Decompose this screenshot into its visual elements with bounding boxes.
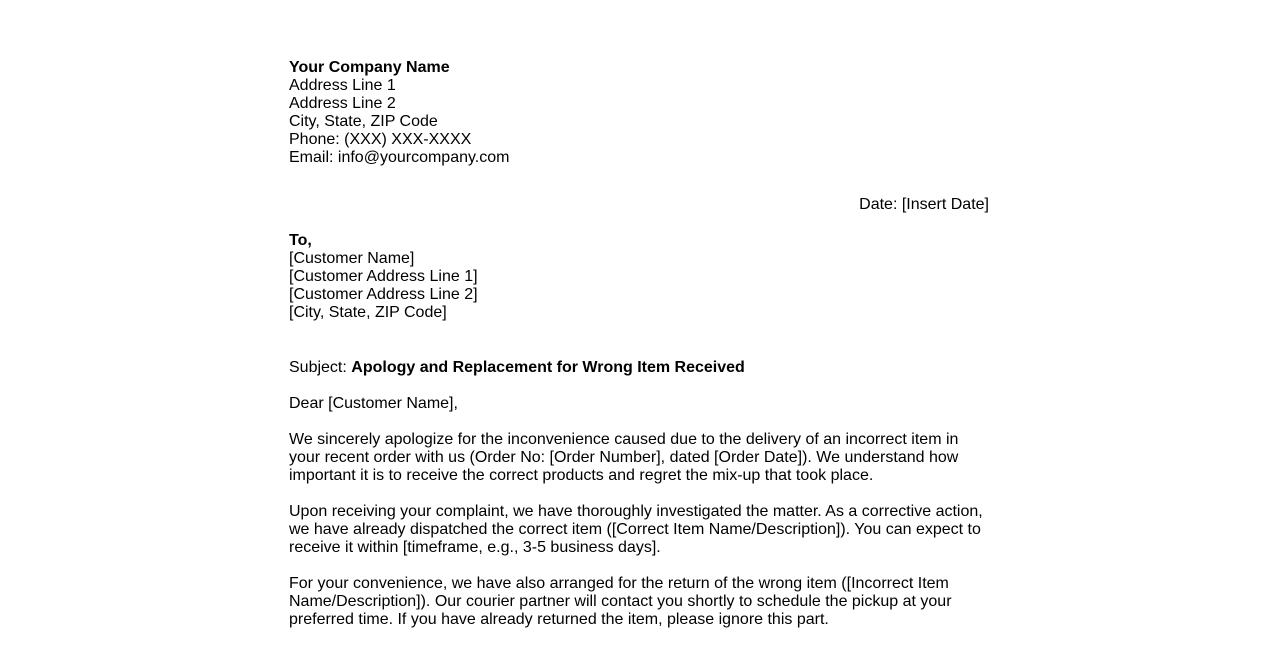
recipient-name: [Customer Name] xyxy=(289,250,415,267)
recipient-address-line-1: [Customer Address Line 1] xyxy=(289,268,478,285)
sender-city-state-zip: City, State, ZIP Code xyxy=(289,113,438,130)
sender-company-name: Your Company Name xyxy=(289,59,450,76)
sender-phone: Phone: (XXX) XXX-XXXX xyxy=(289,131,472,148)
sender-address-line-1: Address Line 1 xyxy=(289,77,396,94)
sender-email: Email: info@yourcompany.com xyxy=(289,149,510,166)
sender-address-line-2: Address Line 2 xyxy=(289,95,396,112)
sender-block xyxy=(289,59,989,167)
paragraph-line: receive it within [timeframe, e.g., 3-5 business days]. xyxy=(289,539,661,556)
paragraph-line: Name/Description]). Our courier partner will contact you shortly to schedule the pickup at your xyxy=(289,593,952,610)
subject-line xyxy=(289,359,989,377)
subject-text: Apology and Replacement for Wrong Item Received xyxy=(351,359,745,376)
paragraph-line: preferred time. If you have already returned the item, please ignore this part. xyxy=(289,611,829,628)
body-paragraph-3 xyxy=(289,575,989,629)
paragraph-line: Upon receiving your complaint, we have thoroughly investigated the matter. As a corrective action, xyxy=(289,503,983,520)
paragraph-line: For your convenience, we have also arranged for the return of the wrong item ([Incorrect Item xyxy=(289,575,949,592)
paragraph-line: your recent order with us (Order No: [Order Number], dated [Order Date]). We understand how xyxy=(289,449,959,466)
salutation: Dear [Customer Name], xyxy=(289,395,458,412)
paragraph-line: We sincerely apologize for the inconvenience caused due to the delivery of an incorrect item in xyxy=(289,431,959,448)
recipient-block xyxy=(289,232,989,322)
recipient-city-state-zip: [City, State, ZIP Code] xyxy=(289,304,447,321)
body-paragraph-1 xyxy=(289,431,989,485)
letter-page xyxy=(289,59,989,629)
body-paragraph-2 xyxy=(289,503,989,557)
recipient-address-line-2: [Customer Address Line 2] xyxy=(289,286,478,303)
subject-label: Subject: xyxy=(289,359,352,376)
paragraph-line: we have already dispatched the correct item ([Correct Item Name/Description]). You can expect to xyxy=(289,521,981,538)
paragraph-line: important it is to receive the correct products and regret the mix-up that took place. xyxy=(289,467,874,484)
recipient-heading: To, xyxy=(289,232,312,249)
letter-date: Date: [Insert Date] xyxy=(859,196,989,213)
